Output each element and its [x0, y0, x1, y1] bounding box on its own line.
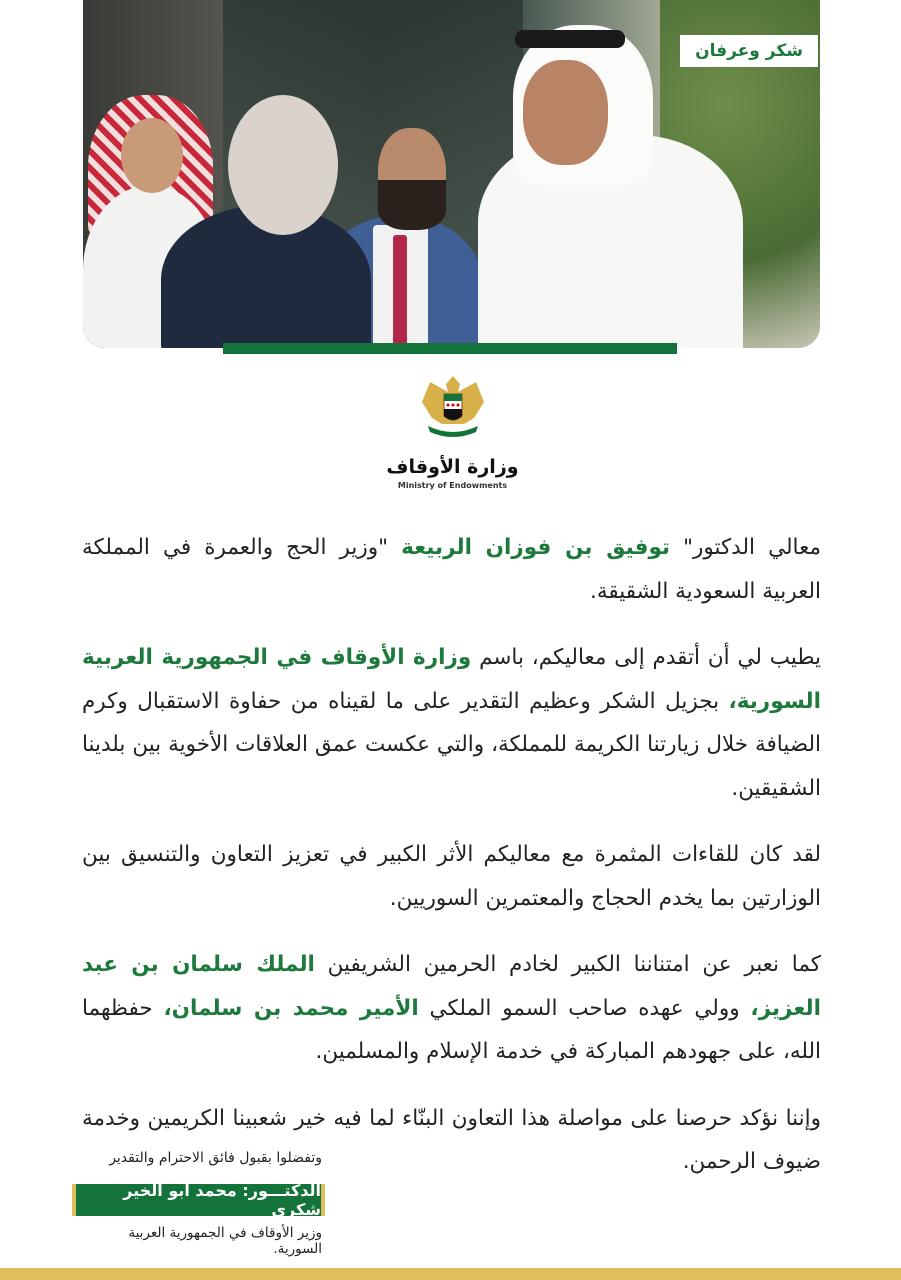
paragraph-3: لقد كان للقاءات المثمرة مع معاليكم الأثر الكبير في تعزيز التعاون والتنسيق بين الوزارتين بما يخدم الحجاج والمعتمرين السوريين. [82, 842, 821, 911]
person-1-face [121, 118, 183, 193]
person-3-beard [378, 180, 446, 230]
ministry-name-english: Ministry of Endowments [397, 481, 508, 490]
highlight-ministry: وزارة الأوقاف في الجمهورية العربية السورية، [82, 645, 821, 714]
letter-body [82, 526, 821, 1207]
text: بجزيل الشكر وعظيم التقدير على ما لقيناه من حفاوة الاستقبال وكرم الضيافة خلال زيارتنا الكريمة للمملكة، والتي عكست عمق العلاقات الأخوية بين بلدينا الشقيقين. [82, 688, 821, 801]
highlight-recipient-name: توفيق بن فوزان الربيعة [401, 535, 670, 560]
paragraph-4 [82, 943, 821, 1074]
text: كما نعبر عن امتناننا الكبير لخادم الحرمين الشريفين [314, 952, 821, 977]
ministry-logo [380, 372, 525, 490]
person-4-agal [515, 30, 625, 48]
highlight-king: الملك سلمان بن عبد العزيز، [82, 952, 821, 1021]
text: معالي الدكتور" [670, 535, 821, 560]
paragraph-1 [82, 526, 821, 613]
text: يطيب لي أن أتقدم إلى معاليكم، باسم [471, 645, 821, 670]
highlight-crown-prince: الأمير محمد بن سلمان، [163, 995, 419, 1021]
text: "وزير الحج والعمرة في المملكة العربية السعودية الشقيقة. [82, 535, 821, 604]
ministry-name-arabic: وزارة الأوقاف [386, 456, 519, 478]
thanks-badge: شكر وعرفان [680, 35, 818, 67]
eagle-emblem-icon [418, 372, 488, 442]
paragraph-2 [82, 636, 821, 810]
person-2-head [228, 95, 338, 235]
green-divider [223, 343, 677, 354]
paragraph-5: وإننا نؤكد حرصنا على مواصلة هذا التعاون البنّاء لما فيه خير شعبينا الكريمين وخدمة ضيوف الرحمن. [82, 1105, 821, 1174]
signatory-title: وزير الأوقاف في الجمهورية العربية السورية. [128, 1225, 322, 1257]
signatory-name: الدكتـــور: محمد أبو الخير شكري [72, 1184, 325, 1216]
person-3-tie [393, 235, 407, 345]
text: حفظهما الله، على جهودهم المباركة في خدمة الإسلام والمسلمين. [82, 995, 821, 1064]
text: وولي عهده صاحب السمو الملكي [418, 995, 751, 1021]
footer-gold-bar [0, 1268, 901, 1280]
closing-line: وتفضلوا بقبول فائق الاحترام والتقدير [109, 1150, 322, 1166]
person-4-face [523, 60, 608, 165]
